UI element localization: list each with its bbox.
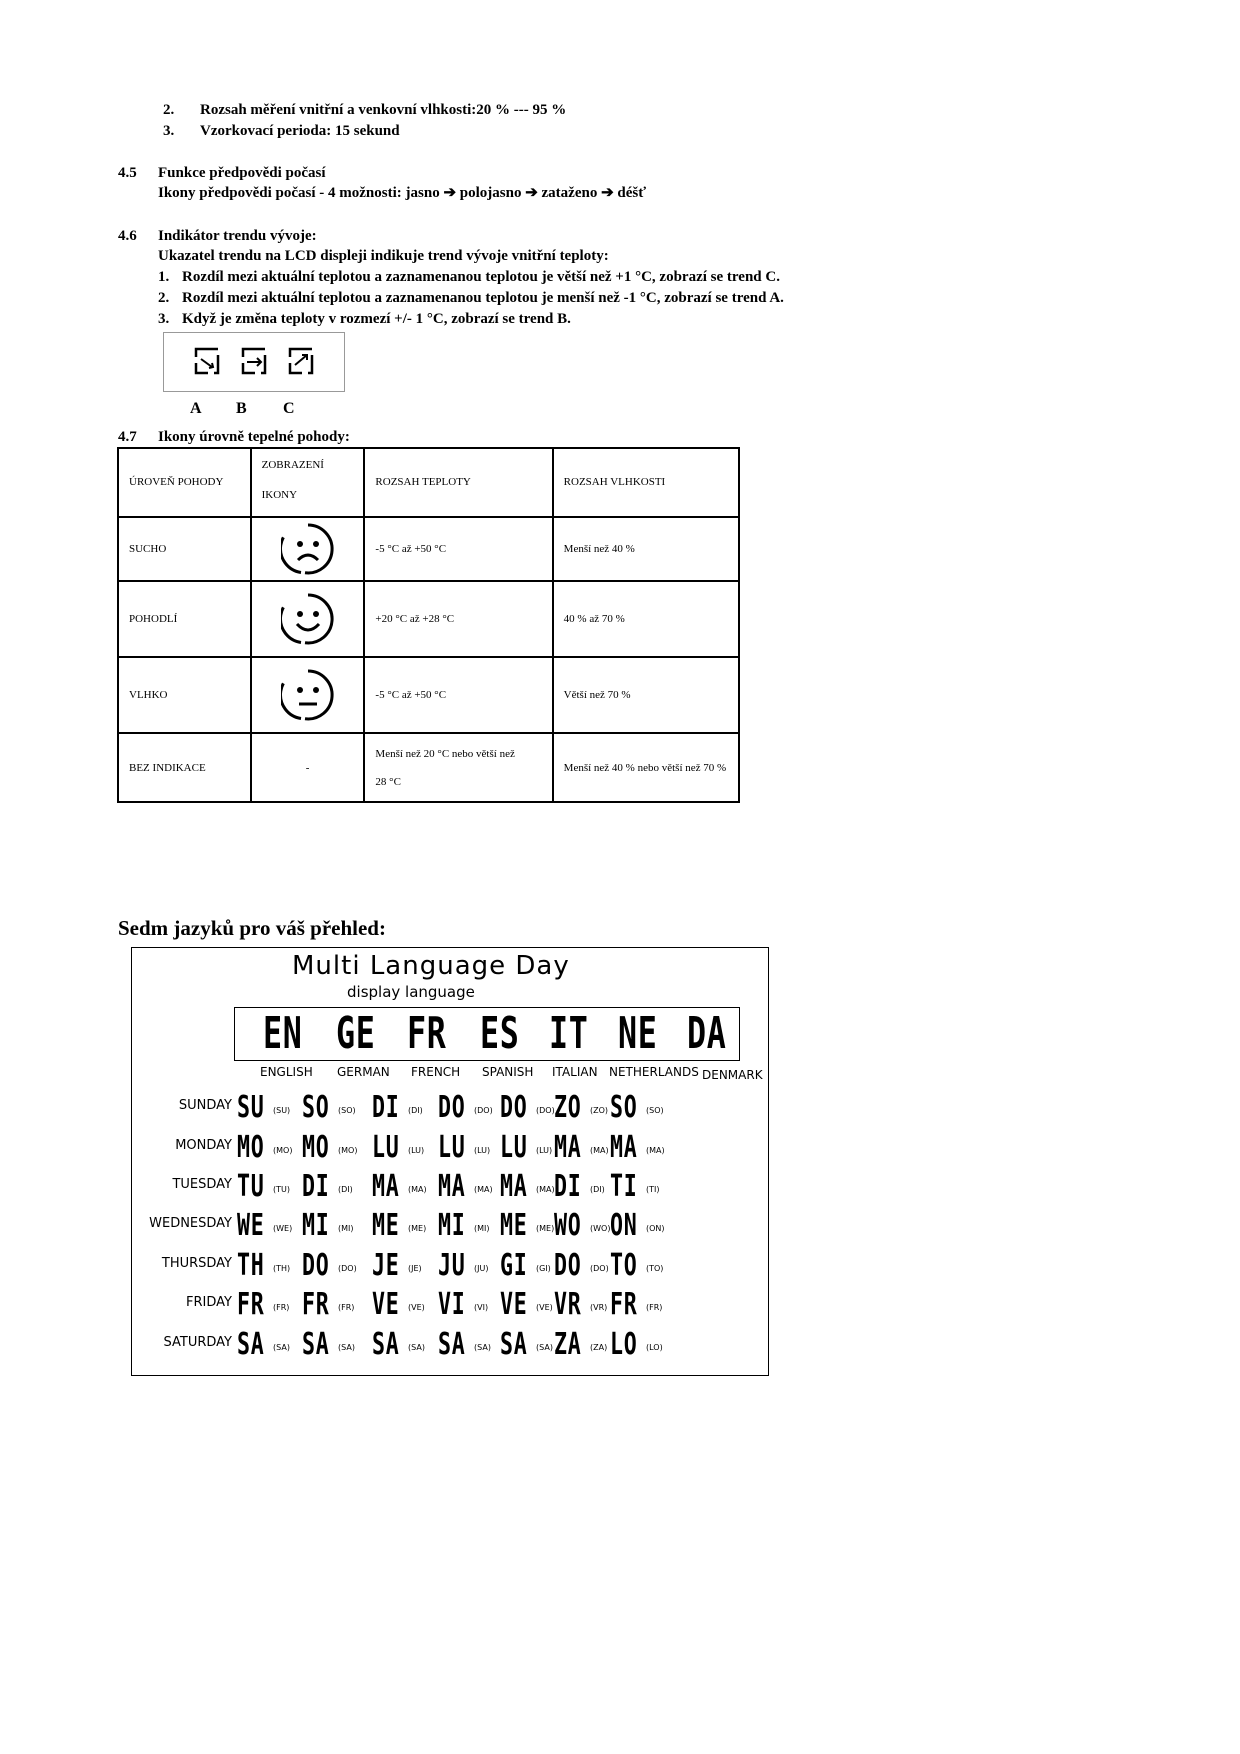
day-code-small: (VI) bbox=[474, 1303, 489, 1312]
day-code: MA bbox=[610, 1130, 638, 1165]
neutral-face-icon bbox=[281, 668, 335, 722]
sad-face-icon bbox=[281, 522, 335, 576]
day-code-small: (FR) bbox=[338, 1303, 355, 1312]
day-code-small: (LO) bbox=[646, 1343, 663, 1352]
table-cell: VLHKO bbox=[118, 657, 251, 734]
day-code: ME bbox=[500, 1208, 528, 1243]
day-code: JU bbox=[438, 1248, 466, 1283]
day-code-small: (WO) bbox=[590, 1224, 611, 1233]
day-code-small: (SA) bbox=[338, 1343, 355, 1352]
day-code: SA bbox=[438, 1327, 466, 1362]
table-header-row bbox=[118, 448, 739, 517]
day-code-small: (ZA) bbox=[590, 1343, 608, 1352]
trend-icons-panel bbox=[163, 332, 345, 392]
day-code: ZO bbox=[554, 1090, 582, 1125]
day-code: TU bbox=[237, 1169, 265, 1204]
day-code-small: (MO) bbox=[338, 1146, 358, 1155]
section-number: 4.6 bbox=[118, 228, 137, 244]
day-code: MA bbox=[372, 1169, 400, 1204]
day-code-small: (JE) bbox=[408, 1264, 422, 1273]
trend-text: Když je změna teploty v rozmezí +/- 1 °C, zobrazí se trend B. bbox=[182, 311, 571, 327]
table-row bbox=[118, 733, 739, 802]
table-cell bbox=[251, 657, 365, 734]
list-number: 2. bbox=[163, 102, 175, 118]
day-code: LU bbox=[372, 1130, 400, 1165]
day-code-small: (VE) bbox=[536, 1303, 553, 1312]
day-code-small: (DO) bbox=[474, 1106, 493, 1115]
day-code-small: (JU) bbox=[474, 1264, 489, 1273]
day-code-small: (SA) bbox=[273, 1343, 290, 1352]
day-code-small: (FR) bbox=[646, 1303, 663, 1312]
language-name: DENMARK bbox=[702, 1068, 763, 1082]
section-title: Funkce předpovědi počasí bbox=[158, 165, 326, 181]
day-name: SATURDAY bbox=[163, 1335, 232, 1350]
table-cell-line: 28 °C bbox=[375, 775, 401, 788]
day-code-small: (ME) bbox=[408, 1224, 427, 1233]
table-cell: SUCHO bbox=[118, 517, 251, 582]
day-code-small: (TU) bbox=[273, 1185, 290, 1194]
day-code-small: (DI) bbox=[590, 1185, 605, 1194]
day-code: MI bbox=[438, 1208, 466, 1243]
day-code-small: (TI) bbox=[646, 1185, 660, 1194]
day-code: SO bbox=[610, 1090, 638, 1125]
day-code: VR bbox=[554, 1287, 582, 1322]
lang-code: NE bbox=[618, 1008, 658, 1059]
day-code: MA bbox=[500, 1169, 528, 1204]
table-cell: BEZ INDIKACE bbox=[118, 733, 251, 802]
list-number: 1. bbox=[158, 269, 170, 285]
trend-text: Rozdíl mezi aktuální teplotou a zaznamenanou teplotou je menší než -1 °C, zobrazí se trend A. bbox=[182, 290, 784, 306]
day-code: TH bbox=[237, 1248, 265, 1283]
trend-item-1 bbox=[158, 268, 780, 286]
day-code-small: (SO) bbox=[646, 1106, 664, 1115]
day-code-small: (ME) bbox=[536, 1224, 555, 1233]
day-code-small: (DO) bbox=[338, 1264, 357, 1273]
header-cell: ÚROVEŇ POHODY bbox=[118, 448, 251, 517]
day-code: SA bbox=[237, 1327, 265, 1362]
languages-heading: Sedm jazyků pro váš přehled: bbox=[118, 916, 386, 940]
day-code: WE bbox=[237, 1208, 265, 1243]
trend-up-icon bbox=[286, 345, 316, 377]
language-name: FRENCH bbox=[411, 1065, 461, 1079]
trend-label-a: A bbox=[190, 400, 202, 417]
day-code-small: (VE) bbox=[408, 1303, 425, 1312]
table-cell bbox=[251, 581, 365, 657]
multi-language-day-chart bbox=[131, 947, 769, 1376]
day-code: MO bbox=[237, 1130, 265, 1165]
table-row bbox=[118, 581, 739, 657]
lang-code: ES bbox=[480, 1008, 520, 1059]
chart-subtitle: display language bbox=[347, 983, 475, 1001]
day-code-small: (MI) bbox=[338, 1224, 354, 1233]
day-code: DO bbox=[500, 1090, 528, 1125]
day-code: DI bbox=[302, 1169, 330, 1204]
language-name: NETHERLANDS bbox=[609, 1065, 699, 1079]
day-code: SU bbox=[237, 1090, 265, 1125]
table-cell: Menší než 40 % nebo větší než 70 % bbox=[553, 733, 739, 802]
day-code-small: (MA) bbox=[646, 1146, 665, 1155]
day-code-small: (MA) bbox=[474, 1185, 493, 1194]
day-code-small: (SU) bbox=[273, 1106, 291, 1115]
day-code: SA bbox=[372, 1327, 400, 1362]
day-code-small: (MO) bbox=[273, 1146, 293, 1155]
table-cell: -5 °C až +50 °C bbox=[364, 517, 552, 582]
day-code: DO bbox=[438, 1090, 466, 1125]
day-name: FRIDAY bbox=[186, 1295, 232, 1310]
lang-code: DA bbox=[687, 1008, 727, 1059]
day-name: THURSDAY bbox=[161, 1256, 232, 1271]
table-row bbox=[118, 657, 739, 734]
header-cell-line: ZOBRAZENÍ bbox=[261, 459, 324, 472]
language-name: SPANISH bbox=[482, 1065, 534, 1079]
day-code: FR bbox=[237, 1287, 265, 1322]
language-name: ITALIAN bbox=[552, 1065, 598, 1079]
day-code: SO bbox=[302, 1090, 330, 1125]
header-cell: ROZSAH TEPLOTY bbox=[364, 448, 552, 517]
trend-item-2 bbox=[158, 289, 784, 307]
day-code-small: (SO) bbox=[338, 1106, 356, 1115]
table-cell bbox=[364, 733, 552, 802]
day-code: FR bbox=[302, 1287, 330, 1322]
day-code-small: (DO) bbox=[590, 1264, 609, 1273]
lang-code: FR bbox=[407, 1008, 447, 1059]
day-code: ON bbox=[610, 1208, 638, 1243]
day-code-small: (LU) bbox=[474, 1146, 491, 1155]
table-row bbox=[118, 517, 739, 582]
language-name: ENGLISH bbox=[260, 1065, 313, 1079]
table-cell: Větší než 70 % bbox=[553, 657, 739, 734]
day-code: TI bbox=[610, 1169, 638, 1204]
day-code: LO bbox=[610, 1327, 638, 1362]
day-code: DI bbox=[554, 1169, 582, 1204]
day-code-small: (VR) bbox=[590, 1303, 608, 1312]
chart-title: Multi Language Day bbox=[292, 951, 570, 981]
trend-label-c: C bbox=[283, 400, 295, 417]
day-code-small: (SA) bbox=[408, 1343, 425, 1352]
section-title: Indikátor trendu vývoje: bbox=[158, 228, 317, 244]
day-code-small: (WE) bbox=[273, 1224, 293, 1233]
day-code: DO bbox=[302, 1248, 330, 1283]
day-code-small: (LU) bbox=[408, 1146, 425, 1155]
day-code: FR bbox=[610, 1287, 638, 1322]
spec-item-3 bbox=[163, 122, 400, 140]
table-cell: POHODLÍ bbox=[118, 581, 251, 657]
lang-code: GE bbox=[336, 1008, 376, 1059]
day-code: WO bbox=[554, 1208, 582, 1243]
day-code: MO bbox=[302, 1130, 330, 1165]
day-code: LU bbox=[438, 1130, 466, 1165]
language-name: GERMAN bbox=[337, 1065, 390, 1079]
comfort-table bbox=[117, 447, 740, 803]
section-4-5-heading bbox=[118, 164, 326, 182]
day-code: DO bbox=[554, 1248, 582, 1283]
day-code: MA bbox=[554, 1130, 582, 1165]
section-number: 4.7 bbox=[118, 429, 137, 445]
day-code-small: (ZO) bbox=[590, 1106, 609, 1115]
day-code-small: (LU) bbox=[536, 1146, 553, 1155]
table-cell-line: Menší než 20 °C nebo větší než bbox=[375, 747, 515, 760]
table-cell: - bbox=[251, 733, 365, 802]
day-code-small: (FR) bbox=[273, 1303, 290, 1312]
list-number: 3. bbox=[158, 311, 170, 327]
section-title: Ikony úrovně tepelné pohody: bbox=[158, 429, 350, 445]
table-cell bbox=[251, 517, 365, 582]
day-code-small: (TH) bbox=[273, 1264, 291, 1273]
day-code-small: (SA) bbox=[536, 1343, 553, 1352]
section-number: 4.5 bbox=[118, 165, 137, 181]
table-cell: +20 °C až +28 °C bbox=[364, 581, 552, 657]
spec-text: Rozsah měření vnitřní a venkovní vlhkosti:20 % --- 95 % bbox=[200, 102, 567, 118]
day-code-small: (SA) bbox=[474, 1343, 491, 1352]
table-cell: -5 °C až +50 °C bbox=[364, 657, 552, 734]
trend-label-b: B bbox=[236, 400, 247, 417]
day-code-small: (DI) bbox=[408, 1106, 423, 1115]
day-code-small: (MA) bbox=[590, 1146, 609, 1155]
trend-text: Rozdíl mezi aktuální teplotou a zaznamenanou teplotou je větší než +1 °C, zobrazí se trend C. bbox=[182, 269, 780, 285]
trend-intro: Ukazatel trendu na LCD displeji indikuje trend vývoje vnitřní teploty: bbox=[158, 248, 609, 264]
day-code-small: (GI) bbox=[536, 1264, 551, 1273]
day-name: TUESDAY bbox=[172, 1177, 232, 1192]
day-name: WEDNESDAY bbox=[149, 1216, 232, 1231]
happy-face-icon bbox=[281, 592, 335, 646]
day-name: MONDAY bbox=[175, 1138, 232, 1153]
day-code-small: (TO) bbox=[646, 1264, 664, 1273]
day-code: GI bbox=[500, 1248, 528, 1283]
day-code: LU bbox=[500, 1130, 528, 1165]
section-4-7-heading bbox=[118, 428, 350, 446]
day-code: VI bbox=[438, 1287, 466, 1322]
spec-item-2 bbox=[163, 101, 567, 119]
day-code-small: (MA) bbox=[408, 1185, 427, 1194]
day-code: VE bbox=[500, 1287, 528, 1322]
list-number: 2. bbox=[158, 290, 170, 306]
day-code-small: (MI) bbox=[474, 1224, 490, 1233]
day-code-small: (DO) bbox=[536, 1106, 555, 1115]
table-cell: Menší než 40 % bbox=[553, 517, 739, 582]
table-cell: 40 % až 70 % bbox=[553, 581, 739, 657]
day-code: MI bbox=[302, 1208, 330, 1243]
spec-text: Vzorkovací perioda: 15 sekund bbox=[200, 123, 400, 139]
day-code-small: (MA) bbox=[536, 1185, 555, 1194]
forecast-icons-line: Ikony předpovědi počasí - 4 možnosti: jasno ➔ polojasno ➔ zataženo ➔ déšť bbox=[158, 185, 647, 201]
header-cell: ROZSAH VLHKOSTI bbox=[553, 448, 739, 517]
list-number: 3. bbox=[163, 123, 175, 139]
day-code: ME bbox=[372, 1208, 400, 1243]
section-4-6-heading bbox=[118, 227, 317, 245]
trend-item-3 bbox=[158, 310, 571, 328]
day-code: JE bbox=[372, 1248, 400, 1283]
day-code: SA bbox=[302, 1327, 330, 1362]
day-code: TO bbox=[610, 1248, 638, 1283]
day-code: DI bbox=[372, 1090, 400, 1125]
day-code: MA bbox=[438, 1169, 466, 1204]
day-code-small: (ON) bbox=[646, 1224, 665, 1233]
day-code: VE bbox=[372, 1287, 400, 1322]
day-name: SUNDAY bbox=[178, 1098, 232, 1113]
language-code-display bbox=[234, 1007, 740, 1061]
day-code: SA bbox=[500, 1327, 528, 1362]
trend-steady-icon bbox=[239, 345, 269, 377]
lang-code: IT bbox=[549, 1008, 589, 1059]
day-code-small: (DI) bbox=[338, 1185, 353, 1194]
trend-down-icon bbox=[192, 345, 222, 377]
lang-code: EN bbox=[263, 1008, 303, 1059]
header-cell-line: IKONY bbox=[261, 489, 298, 502]
header-cell bbox=[251, 448, 365, 517]
day-code: ZA bbox=[554, 1327, 582, 1362]
